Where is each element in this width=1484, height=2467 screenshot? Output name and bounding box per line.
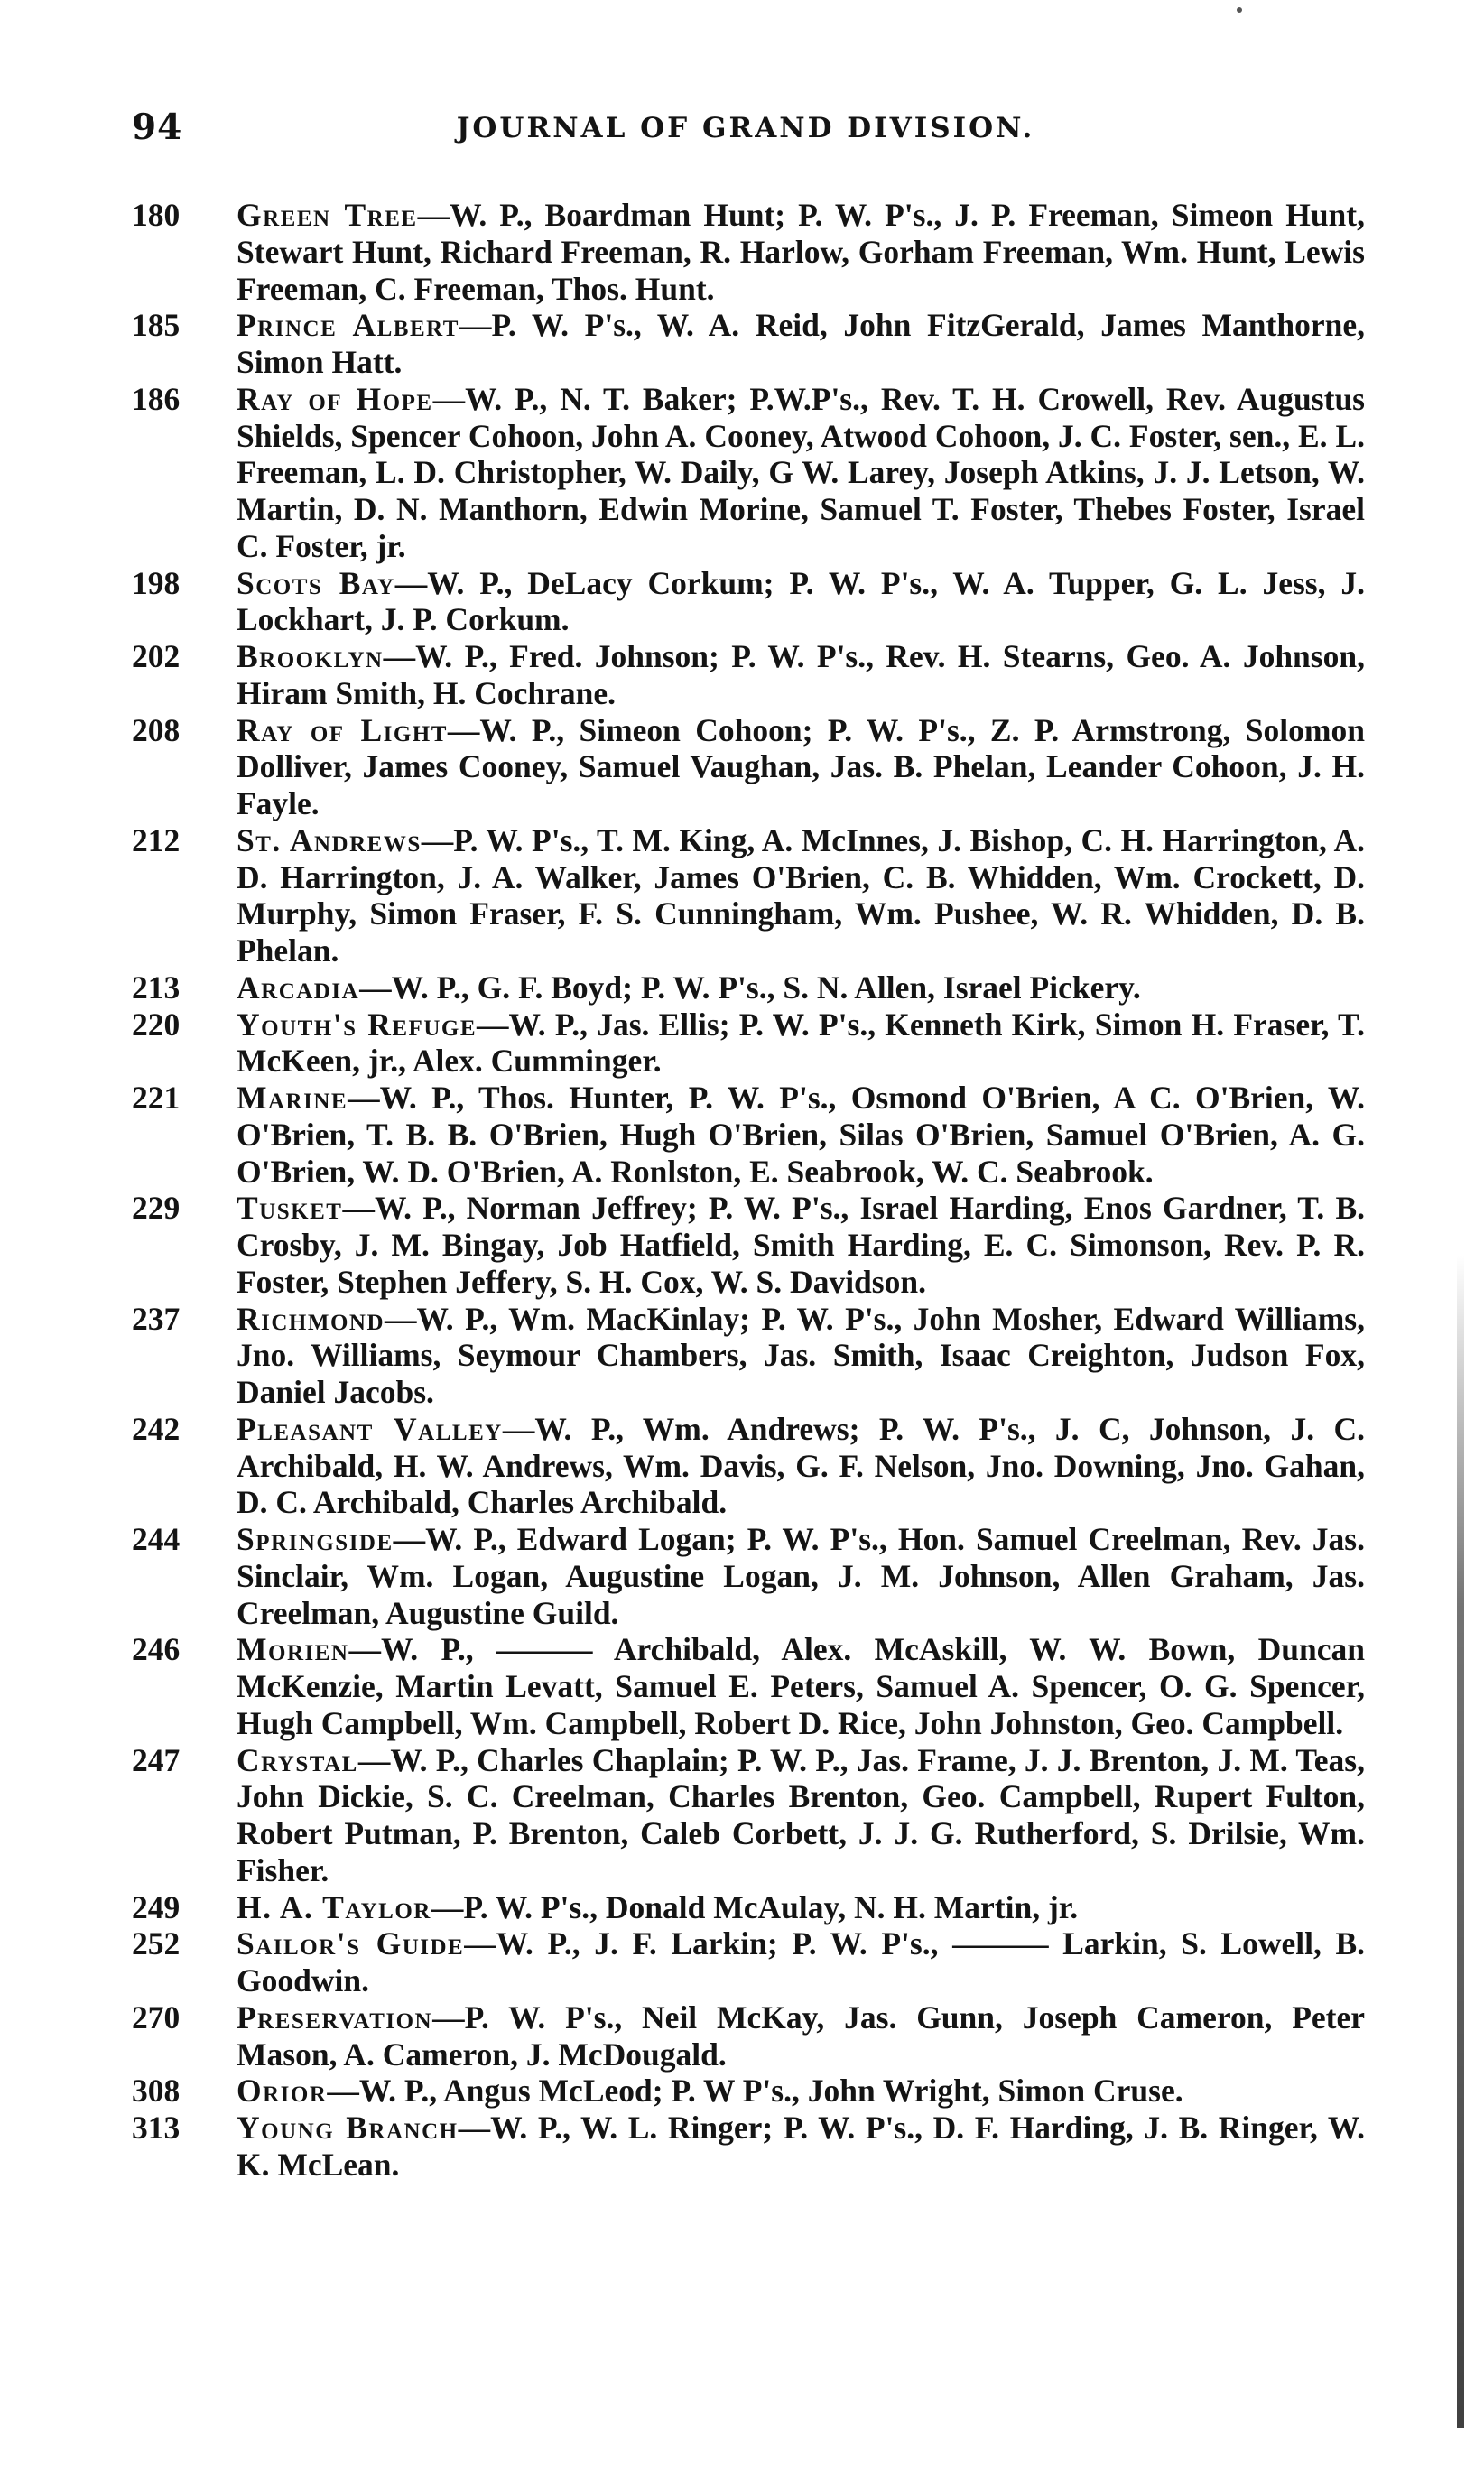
division-members: —W. P., Wm. MacKinlay; P. W. P's., John Mosher, Edward Williams, Jno. Williams, Seymour Chambers, Jas. Smith, Isaac Creighton, Judson Fox, Daniel Jacobs. — [237, 1300, 1365, 1410]
division-name: Marine — [237, 1080, 348, 1116]
division-members: —W. P., Norman Jeffrey; P. W. P's., Israel Harding, Enos Gardner, T. B. Crosby, J. M. Bingay, Job Hatfield, Smith Harding, E. C. Simonson, Rev. P. R. Foster, Stephen Jeffery, S. H. Cox, W. S. Davidson. — [237, 1190, 1365, 1300]
division-number: 237 — [132, 1300, 181, 1337]
division-number: 213 — [132, 969, 181, 1006]
division-entry — [126, 1301, 1365, 1411]
division-number: 220 — [132, 1006, 181, 1043]
division-name: Tusket — [237, 1190, 343, 1227]
division-number: 202 — [132, 638, 181, 674]
division-name: Pleasant Valley — [237, 1410, 503, 1447]
division-entry — [126, 2073, 1365, 2110]
division-entry — [126, 822, 1365, 969]
division-entry — [126, 1925, 1365, 1999]
division-entry — [126, 565, 1365, 639]
division-list — [126, 197, 1365, 2184]
division-name: Scots Bay — [237, 564, 395, 601]
division-members: —W. P., Angus McLeod; P. W P's., John Wright, Simon Cruse. — [327, 2073, 1183, 2110]
division-name: Springside — [237, 1521, 394, 1557]
division-name: Crystal — [237, 1741, 358, 1778]
division-entry — [126, 1631, 1365, 1741]
division-members: —P. W. P's., Neil McKay, Jas. Gunn, Joseph Cameron, Peter Mason, A. Cameron, J. McDougald. — [237, 1999, 1365, 2073]
division-entry — [126, 712, 1365, 822]
division-entry — [126, 381, 1365, 565]
division-name: Youth's Refuge — [237, 1006, 477, 1043]
division-number: 185 — [132, 307, 181, 344]
division-number: 313 — [132, 2110, 181, 2146]
division-number: 252 — [132, 1925, 181, 1962]
division-entry — [126, 1080, 1365, 1190]
division-name: Preservation — [237, 1999, 433, 2036]
division-name: Ray of Hope — [237, 380, 433, 417]
division-entry — [126, 1742, 1365, 1889]
division-members: —P. W. P's., Donald McAulay, N. H. Martin, jr. — [431, 1888, 1079, 1925]
division-name: Orior — [237, 2073, 328, 2110]
division-number: 212 — [132, 821, 181, 858]
division-number: 208 — [132, 711, 181, 748]
division-entry — [126, 1190, 1365, 1300]
division-members: —W. P., W. L. Ringer; P. W. P's., D. F. Harding, J. B. Ringer, W. K. McLean. — [237, 2110, 1365, 2183]
division-entry — [126, 2110, 1365, 2184]
running-head: JOURNAL OF GRAND DIVISION. — [456, 112, 1035, 144]
division-members: —W. P., G. F. Boyd; P. W. P's., S. N. Allen, Israel Pickery. — [359, 969, 1141, 1006]
scan-speck — [1237, 7, 1242, 13]
division-members: —W. P., DeLacy Corkum; P. W. P's., W. A. Tupper, G. L. Jess, J. Lockhart, J. P. Corkum. — [237, 564, 1365, 638]
division-members: —W. P., N. T. Baker; P.W.P's., Rev. T. H. Crowell, Rev. Augustus Shields, Spencer Cohoon, John A. Cooney, Atwood Cohoon, J. C. Foster, sen., E. L. Freeman, L. D. Christopher, W. Daily, G W. Larey, Joseph Atkins, J. J. Letson, W. Martin, D. N. Manthorn, Edwin Morine, Samuel T. Foster, Thebes Foster, Israel C. Foster, jr. — [237, 380, 1365, 564]
division-number: 229 — [132, 1190, 181, 1227]
division-number: 270 — [132, 1999, 181, 2036]
division-number: 246 — [132, 1631, 181, 1668]
division-name: Ray of Light — [237, 711, 448, 748]
division-number: 244 — [132, 1521, 181, 1557]
division-name: Prince Albert — [237, 307, 459, 344]
division-entry — [126, 969, 1365, 1006]
division-name: Morien — [237, 1631, 349, 1668]
division-members: —W. P., Jas. Ellis; P. W. P's., Kenneth Kirk, Simon H. Fraser, T. McKeen, jr., Alex. Cumminger. — [237, 1006, 1365, 1080]
division-entry — [126, 1999, 1365, 2073]
division-number: 221 — [132, 1080, 181, 1116]
division-name: Green Tree — [237, 197, 418, 233]
division-name: Young Branch — [237, 2110, 459, 2146]
division-entry — [126, 1411, 1365, 1521]
division-name: Sailor's Guide — [237, 1925, 465, 1962]
division-name: H. A. Taylor — [237, 1888, 431, 1925]
division-members: —P. W. P's., T. M. King, A. McInnes, J. Bishop, C. H. Harrington, A. D. Harrington, J. A. Walker, James O'Brien, C. B. Whidden, Wm. Crockett, D. Murphy, Simon Fraser, F. S. Cunningham, Wm. Pushee, W. R. Whidden, D. B. Phelan. — [237, 821, 1365, 969]
scan-edge-shadow — [1457, 1255, 1464, 2428]
division-entry — [126, 1521, 1365, 1631]
division-members: —W. P., Charles Chaplain; P. W. P., Jas. Frame, J. J. Brenton, J. M. Teas, John Dickie, S. C. Creelman, Charles Brenton, Geo. Campbell, Rupert Fulton, Robert Putman, P. Brenton, Caleb Corbett, J. J. G. Rutherford, S. Drilsie, Wm. Fisher. — [237, 1741, 1365, 1888]
division-number: 242 — [132, 1410, 181, 1447]
division-members: —W. P., J. F. Larkin; P. W. P's., ——— Larkin, S. Lowell, B. Goodwin. — [237, 1925, 1366, 1999]
division-number: 247 — [132, 1741, 181, 1778]
page-number: 94 — [132, 107, 183, 148]
division-entry — [126, 1006, 1365, 1080]
division-entry — [126, 638, 1365, 712]
division-members: —W. P., Simeon Cohoon; P. W. P's., Z. P. Armstrong, Solomon Dolliver, James Cooney, Samuel Vaughan, Jas. B. Phelan, Leander Cohoon, J. H. Fayle. — [237, 711, 1365, 821]
division-members: —W. P., Wm. Andrews; P. W. P's., J. C, Johnson, J. C. Archibald, H. W. Andrews, Wm. Davis, G. F. Nelson, Jno. Downing, Jno. Gahan, D. C. Archibald, Charles Archibald. — [237, 1410, 1365, 1521]
division-members: —W. P., Fred. Johnson; P. W. P's., Rev. H. Stearns, Geo. A. Johnson, Hiram Smith, H. Cochrane. — [237, 638, 1365, 711]
division-members: —P. W. P's., W. A. Reid, John FitzGerald, James Manthorne, Simon Hatt. — [237, 307, 1365, 380]
division-number: 308 — [132, 2073, 181, 2110]
division-members: —W. P., ——— Archibald, Alex. McAskill, W. W. Bown, Duncan McKenzie, Martin Levatt, Samuel E. Peters, Samuel A. Spencer, O. G. Spencer, Hugh Campbell, Wm. Campbell, Robert D. Rice, John Johnston, Geo. Campbell. — [237, 1631, 1365, 1741]
division-number: 198 — [132, 564, 181, 601]
division-entry — [126, 1889, 1365, 1926]
division-name: Richmond — [237, 1300, 385, 1337]
division-entry — [126, 307, 1365, 381]
division-number: 180 — [132, 197, 181, 233]
division-name: St. Andrews — [237, 821, 422, 858]
division-entry — [126, 197, 1365, 307]
division-members: —W. P., Boardman Hunt; P. W. P's., J. P. Freeman, Simeon Hunt, Stewart Hunt, Richard Freeman, R. Harlow, Gorham Freeman, Wm. Hunt, Lewis Freeman, C. Freeman, Thos. Hunt. — [237, 197, 1365, 307]
division-members: —W. P., Edward Logan; P. W. P's., Hon. Samuel Creelman, Rev. Jas. Sinclair, Wm. Logan, Augustine Logan, J. M. Johnson, Allen Graham, Jas. Creelman, Augustine Guild. — [237, 1521, 1365, 1631]
division-number: 249 — [132, 1888, 181, 1925]
page-header — [126, 107, 1365, 161]
division-number: 186 — [132, 380, 181, 417]
division-members: —W. P., Thos. Hunter, P. W. P's., Osmond O'Brien, A C. O'Brien, W. O'Brien, T. B. B. O'Brien, Hugh O'Brien, Silas O'Brien, Samuel O'Brien, A. G. O'Brien, W. D. O'Brien, A. Ronlston, E. Seabrook, W. C. Seabrook. — [237, 1080, 1365, 1190]
division-name: Arcadia — [237, 969, 360, 1006]
division-name: Brooklyn — [237, 638, 384, 674]
